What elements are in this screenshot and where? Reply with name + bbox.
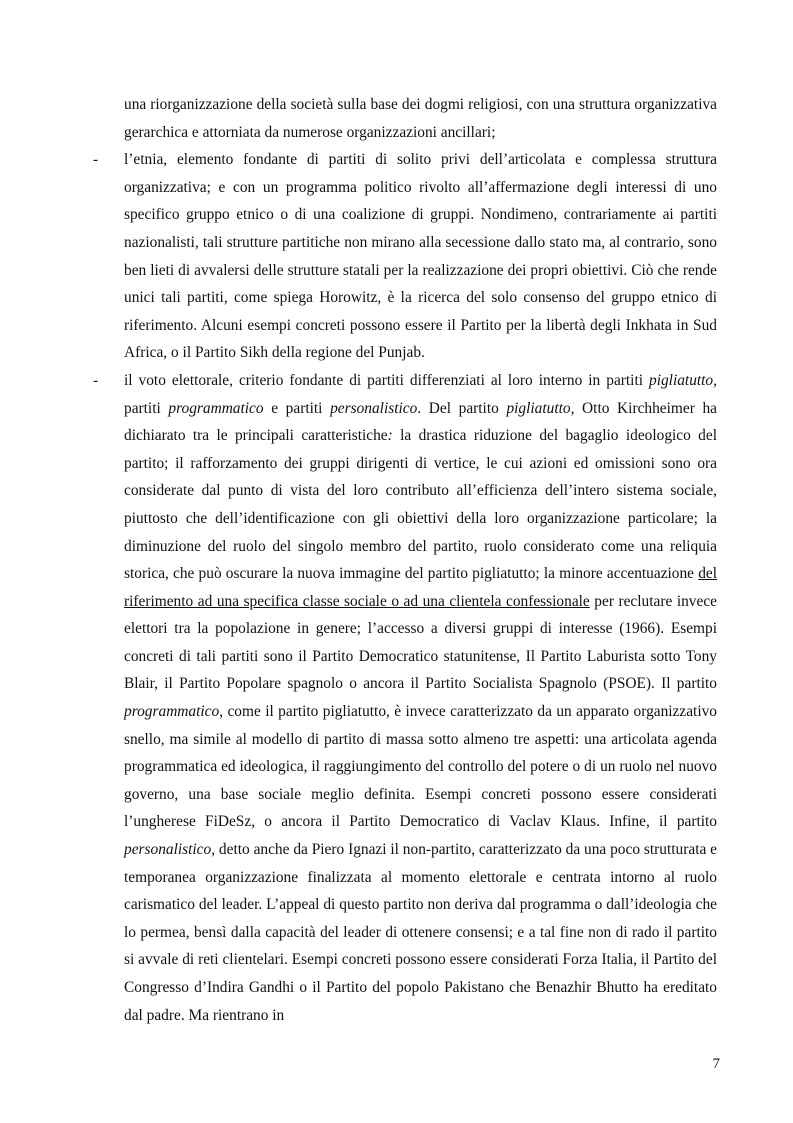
text-run: , detto anche da Piero Ignazi il non-partito, caratterizzato da una poco strutturata e temporanea organizzazione finalizzata al momento elettorale e centrata intorno al ruolo carismatico del leader. L’appeal di questo partito non deriva dal programma o dall’ideologia che lo permea, bensì dalla capacità del leader di ottenere consensi; e a tal fine non di rado il partito si avvale di reti clientelari. Esempi concreti possono essere considerati Forza Italia, il Partito del Congresso d’Indira Gandhi o il Partito del popolo Pakistano che Benazhir Bhutto ha ereditato dal padre. Ma rientrano in [124, 841, 717, 1024]
text-run: per reclutare invece elettori tra la popolazione in genere; l’accesso a diversi gruppi di interesse (1966). Esempi concreti di tali partiti sono il Partito Democratico statunitense, Il Partito Laburista sotto Tony Blair, il Partito Popolare spagnolo o ancora il Partito Socialista Spagnolo (PSOE). Il partito [124, 592, 717, 693]
text-run: , come il partito pigliatutto, è invece caratterizzato da un apparato organizzativo snello, ma simile al modello di partito di massa sotto almeno tre aspetti: una articolata agenda programmatica ed ideologica, il raggiungimento del controllo del potere o di un ruolo nel nuovo governo, una base sociale meglio definita. Esempi concreti possono essere considerati l’ungherese FiDeSz, o ancora il Partito Democratico di Vaclav Klaus. Infine, il partito [124, 703, 717, 831]
underlined-phrase: del riferimento ad una specifica classe sociale o ad una clientela confessionale [124, 565, 717, 610]
page-number: 7 [712, 1056, 720, 1072]
paragraph-text: una riorganizzazione della società sulla base dei dogmi religiosi, con una struttura organizzativa gerarchica e attorniata da numerose organizzazioni ancillari; [124, 96, 717, 141]
list-dash: - [93, 371, 99, 389]
text-run: , Otto Kirchheimer ha dichiarato tra le principali caratteristiche [124, 399, 717, 445]
italic-term: personalistico [330, 399, 418, 417]
text-run: . Del partito [417, 399, 507, 417]
text-run: , partiti [124, 371, 717, 417]
text-run: il voto elettorale, criterio fondante di partiti differenziati al loro interno in partiti [124, 371, 649, 389]
paragraph-text: l’etnia, elemento fondante di partiti di solito privi dell’articolata e complessa struttura organizzativa; e con un programma politico rivolto all’affermazione degli interessi di uno specifico gruppo etnico o di una coalizione di gruppi. Nondimeno, contrariamente ai partiti nazionalisti, tali strutture partitiche non mirano alla secessione dallo stato ma, al contrario, sono ben lieti di avvalersi delle strutture statali per la realizzazione dei propri obiettivi. Ciò che rende unici tali partiti, come spiega Horowitz, è la ricerca del solo consenso del gruppo etnico di riferimento. Alcuni esempi concreti possono essere il Partito per la libertà degli Inkhata in Sud Africa, o il Partito Sikh della regione del Punjab. [124, 151, 717, 362]
italic-term: pigliatutto [649, 371, 714, 389]
text-run: e partiti [263, 399, 331, 417]
list-item-ethnicity [93, 146, 717, 367]
italic-term: programmatico [168, 399, 264, 417]
italic-term: personalistico [124, 841, 212, 859]
italic-colon: : [387, 427, 393, 445]
body-text [93, 91, 717, 1029]
paragraph-religious-continuation [124, 91, 717, 146]
italic-term: programmatico [124, 703, 220, 721]
list-dash: - [93, 151, 99, 169]
list-item-electoral-vote [93, 367, 717, 1029]
text-run: la drastica riduzione del bagaglio ideologico del partito; il rafforzamento dei gruppi dirigenti di vertice, le cui azioni ed omissioni sono ora considerate dal punto di vista del loro contributo all’efficienza dell’intero sistema sociale, piuttosto che dell’identificazione con gli obiettivi della loro organizzazione particolare; la diminuzione del ruolo del singolo membro del partito, ruolo considerato come una reliquia storica, che può oscurare la nuova immagine del partito pigliatutto; la minore accentuazione [124, 427, 717, 583]
italic-term: pigliatutto [506, 399, 571, 417]
